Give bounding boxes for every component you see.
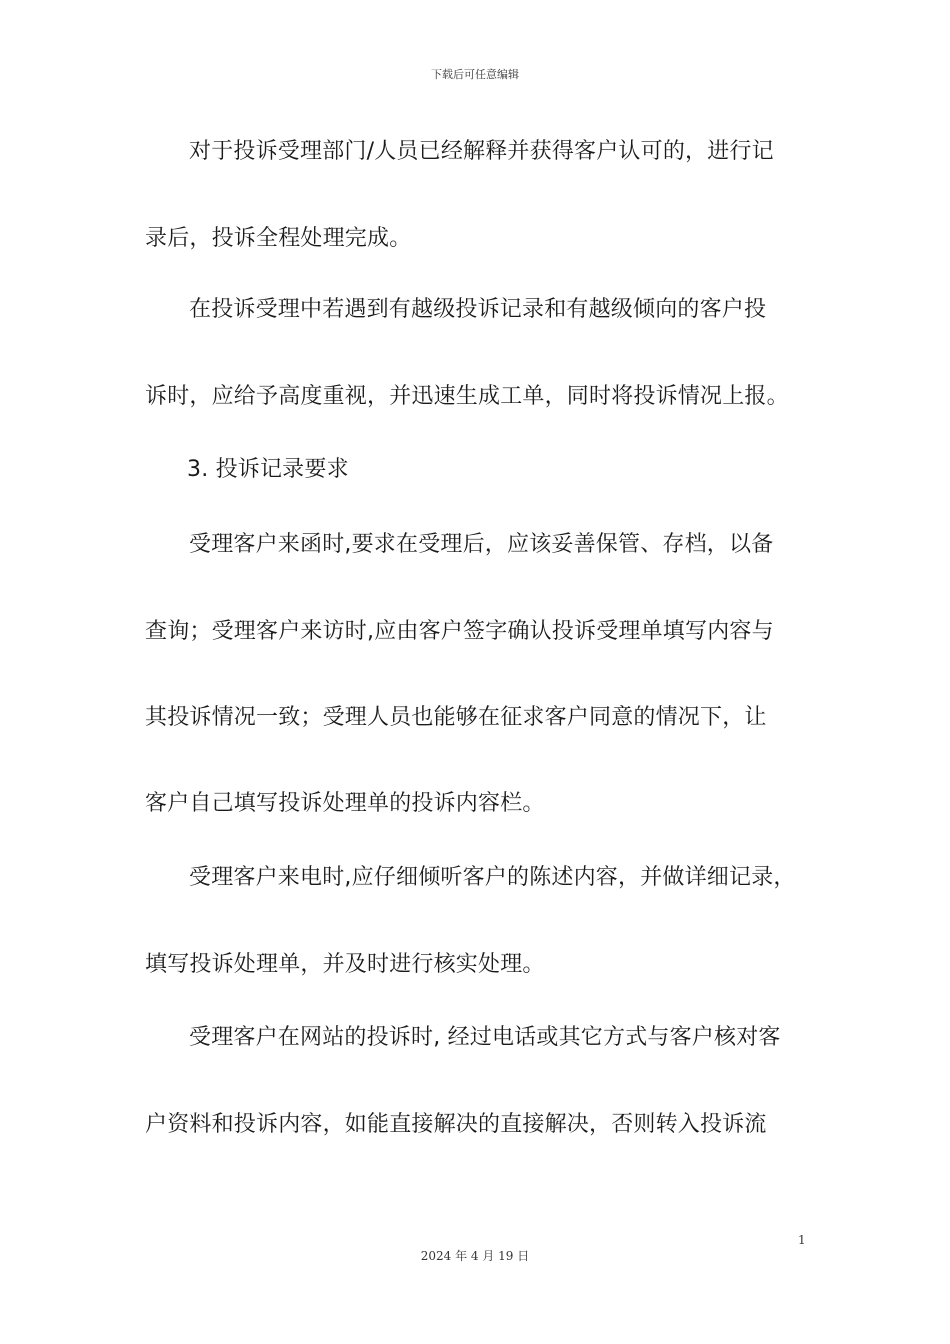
paragraph-line: 对于投诉受理部门/人员已经解释并获得客户认可的，进行记 [189, 139, 774, 164]
paragraph-line: 受理客户在网站的投诉时, 经过电话或其它方式与客户核对客 [189, 1025, 781, 1050]
paragraph-line: 户资料和投诉内容，如能直接解决的直接解决，否则转入投诉流 [145, 1112, 767, 1137]
page-number: 1 [798, 1233, 806, 1247]
paragraph-line: 填写投诉处理单，并及时进行核实处理。 [145, 952, 545, 977]
paragraph-line: 受理客户来函时,要求在受理后，应该妥善保管、存档，以备 [189, 532, 774, 557]
footer-date: 2024 年 4 月 19 日 [420, 1249, 530, 1263]
paragraph-line: 在投诉受理中若遇到有越级投诉记录和有越级倾向的客户投 [189, 297, 767, 322]
paragraph-line: 查询；受理客户来访时,应由客户签字确认投诉受理单填写内容与 [145, 619, 774, 644]
paragraph-line: 客户自己填写投诉处理单的投诉内容栏。 [145, 791, 545, 816]
paragraph-line: 诉时，应给予高度重视，并迅速生成工单，同时将投诉情况上报。 [145, 384, 789, 409]
paragraph-line: 其投诉情况一致；受理人员也能够在征求客户同意的情况下，让 [145, 705, 767, 730]
header-note: 下载后可任意编辑 [431, 68, 519, 81]
paragraph-line: 录后，投诉全程处理完成。 [145, 226, 412, 251]
paragraph-line: 受理客户来电时,应仔细倾听客户的陈述内容，并做详细记录， [189, 865, 796, 890]
section-heading: 3. 投诉记录要求 [187, 457, 349, 482]
